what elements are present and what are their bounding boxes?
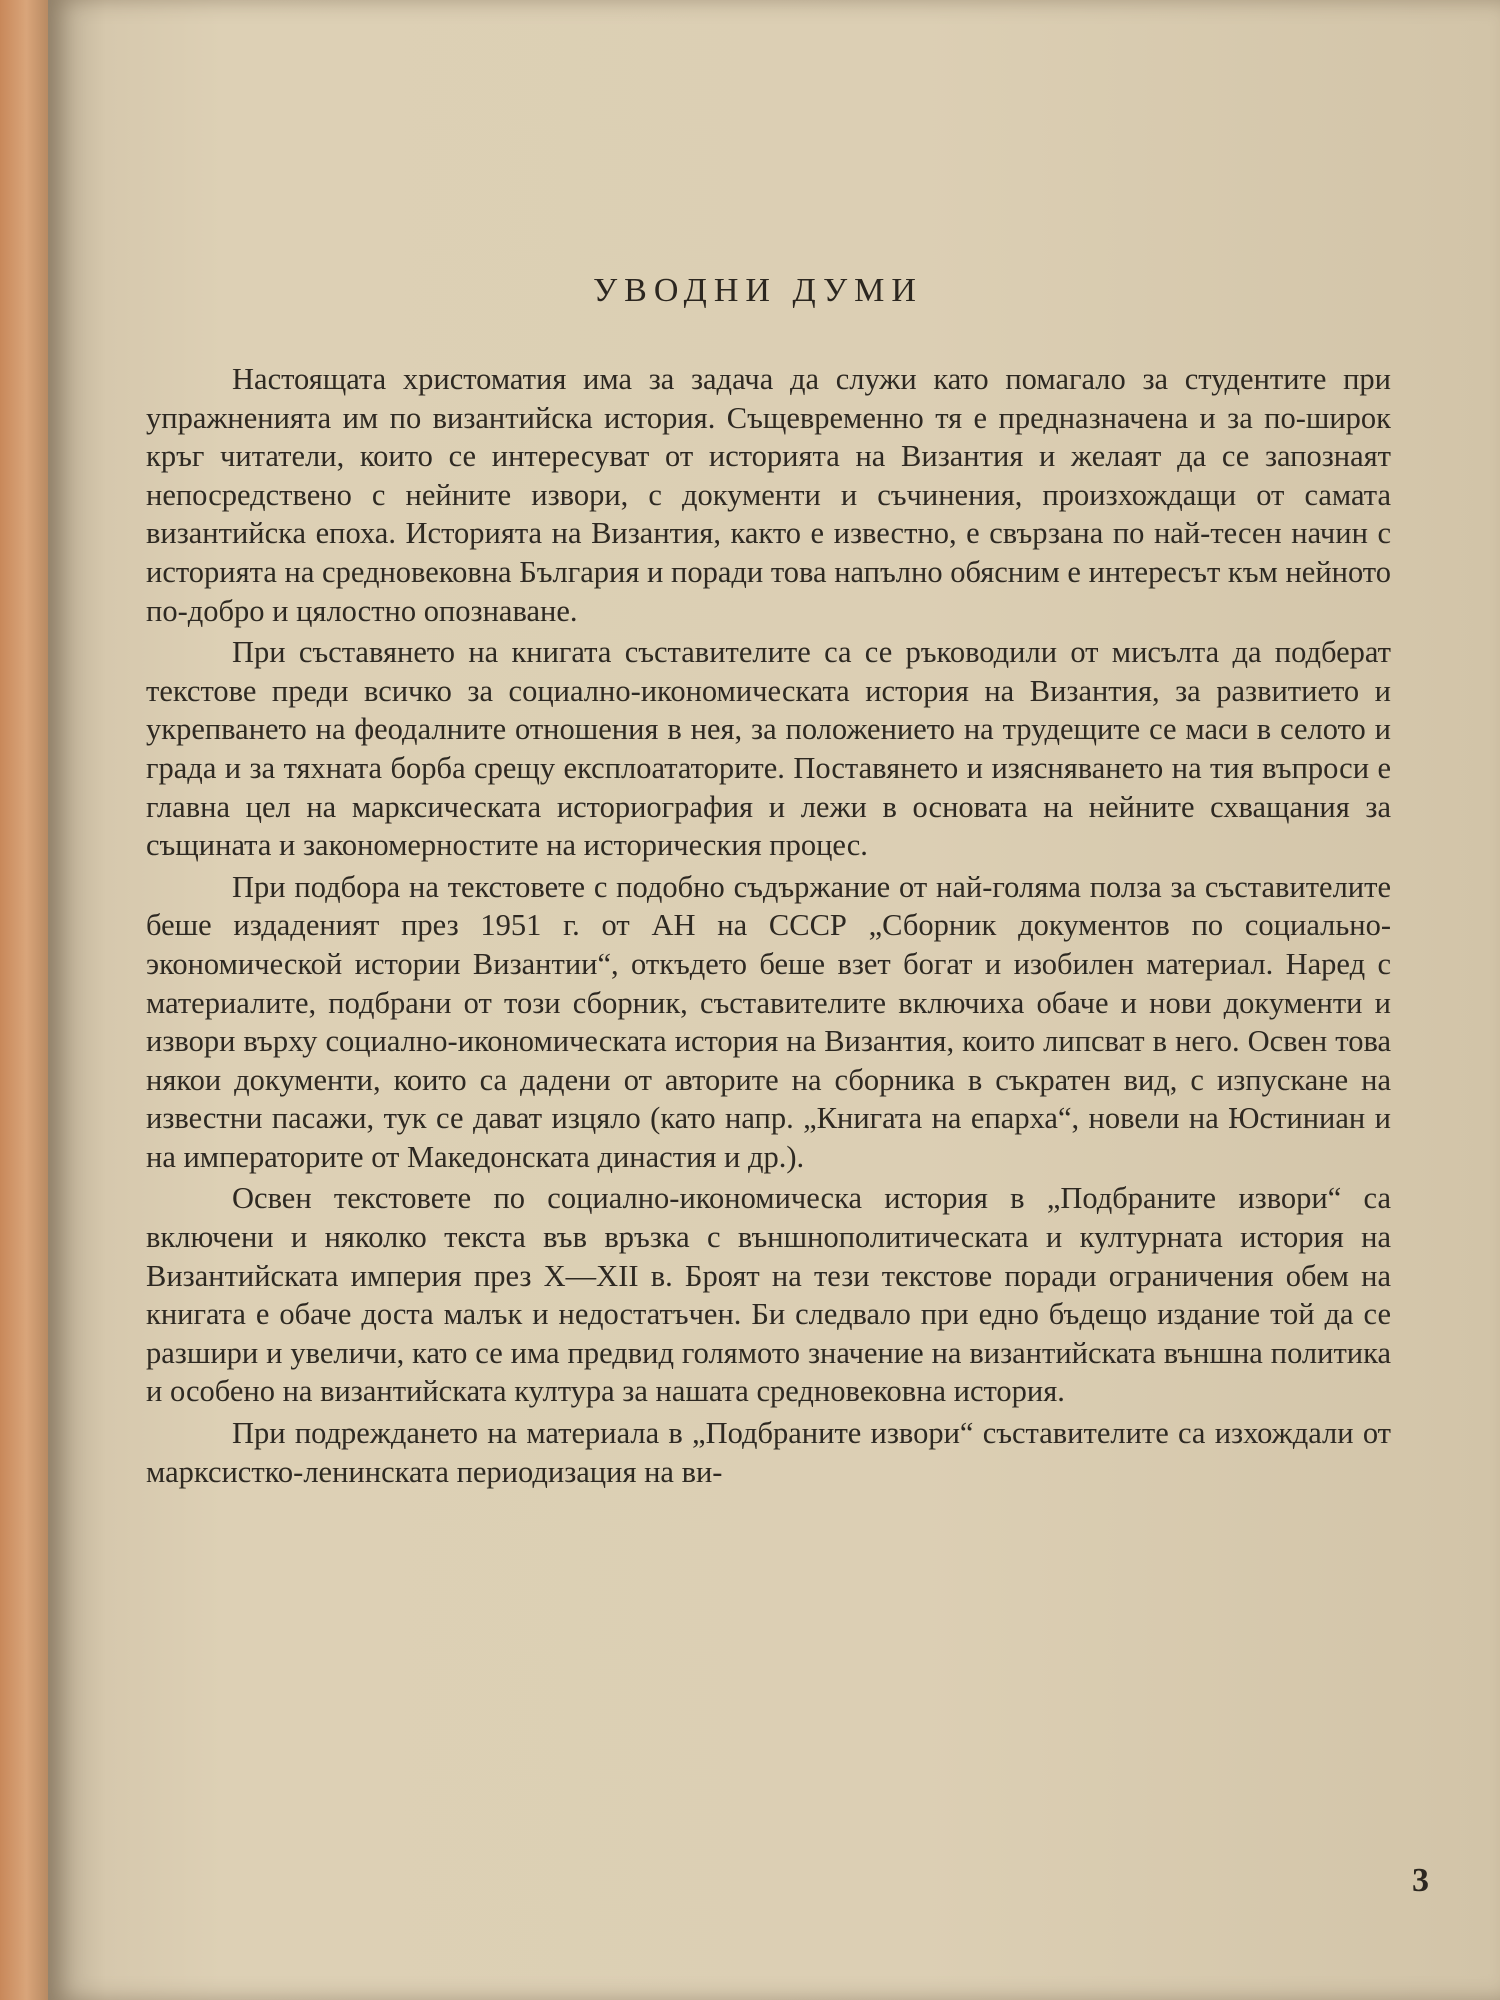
- page-title: УВОДНИ ДУМИ: [593, 272, 923, 309]
- book-page: [48, 0, 1500, 2000]
- book-spine-edge: [0, 0, 48, 2000]
- body-text: [146, 360, 1391, 1494]
- paragraph-3: При подбора на текстовете с подобно съдържание от най-голяма полза за съставителите беше издаденият през 1951 г. от АН на СССР „Сборник документов по социально-экономической истории Византии“, откъдето беше взет богат и изобилен материал. Наред с материалите, подбрани от този сборник, съставителите включиха обаче и нови документи и извори върху социално-икономическата история на Византия, които липсват в него. Освен това някои документи, които са дадени от авторите на сборника в съкратен вид, с изпускане на известни пасажи, тук се дават изцяло (като напр. „Книгата на епарха“, новели на Юстиниан и на императорите от Македонската династия и др.).: [146, 869, 1391, 1174]
- paragraph-1: Настоящата христоматия има за задача да служи като помагало за студентите при упражненията им по византийска история. Същевременно тя е предназначена и за по-широк кръг читатели, които се интересуват от историята на Византия и желаят да се запознаят непосредствено с нейните извори, с документи и съчинения, произхождащи от самата византийска епоха. Историята на Византия, както е известно, е свързана по най-тесен начин с историята на средновековна България и поради това напълно обясним е интересът към нейното по-добро и цялостно опознаване.: [146, 362, 1391, 628]
- page-number: 3: [1412, 1862, 1429, 1899]
- paragraph-4: Освен текстовете по социално-икономическа история в „Подбраните извори“ са включени и няколко текста във връзка с външнополитическата и културната история на Византийската империя през X—XII в. Броят на тези текстове поради ограничения обем на книгата е обаче доста малък и недостатъчен. Би следвало при едно бъдещо издание той да се разшири и увеличи, като се има предвид голямото значение на византийската външна политика и особено на византийската култура за нашата средновековна история.: [146, 1181, 1391, 1409]
- paragraph-5: При подреждането на материала в „Подбраните извори“ съставителите са изхождали от марксистко-ленинската периодизация на ви-: [146, 1416, 1391, 1489]
- paragraph-2: При съставянето на книгата съставителите са се ръководили от мисълта да подберат текстове преди всичко за социално-икономическата история на Византия, за развитието и укрепването на феодалните отношения в нея, за положението на трудещите се маси в селото и града и за тяхната борба срещу експлоататорите. Поставянето и изясняването на тия въпроси е главна цел на марксическата историография и лежи в основата на нейните схващания за същината и закономерностите на историческия процес.: [146, 635, 1391, 863]
